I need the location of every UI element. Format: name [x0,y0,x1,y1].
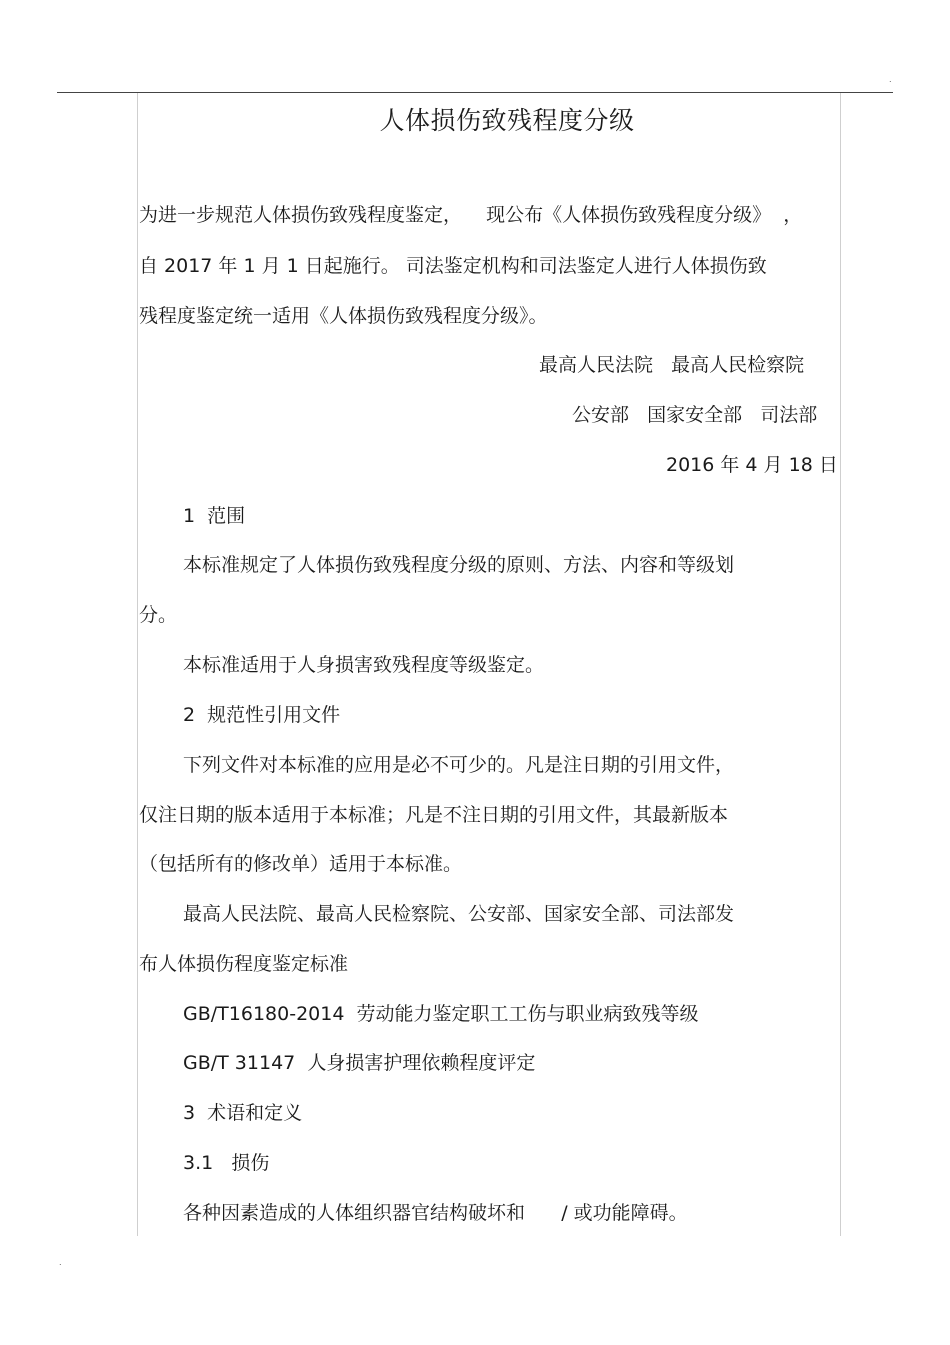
top-rule [57,92,893,93]
section-3-1-text: 各种因素造成的人体组织器官结构破坏和 / 或功能障碍。 [183,1202,688,1224]
issuers-line-2: 公安部 国家安全部 司法部 [572,404,818,426]
preamble-line-2: 自 2017 年 1 月 1 日起施行。 司法鉴定机构和司法鉴定人进行人体损伤致 [139,255,767,277]
section-2-para-1-line-3: （包括所有的修改单）适用于本标准。 [139,853,463,875]
section-3-heading: 3 术语和定义 [183,1102,303,1124]
issue-date: 2016 年 4 月 18 日 [666,454,838,476]
document-title: 人体损伤致残程度分级 [379,106,635,135]
section-3-1-heading: 3.1 损伤 [183,1152,270,1174]
preamble-line-3: 残程度鉴定统一适用《人体损伤致残程度分级》。 [139,305,548,327]
right-margin-line [840,93,841,1236]
section-1-para-1-line-2: 分。 [139,604,178,626]
issuers-line-1: 最高人民法院 最高人民检察院 [539,354,805,376]
section-2-para-1-line-1: 下列文件对本标准的应用是必不可少的。凡是注日期的引用文件， [183,754,735,776]
corner-mark-bottom: . [59,1258,62,1267]
section-1-para-2: 本标准适用于人身损害致残程度等级鉴定。 [183,654,545,676]
section-1-heading: 1 范围 [183,505,246,527]
reference-1-line-2: 布人体损伤程度鉴定标准 [139,953,349,975]
reference-3: GB/T 31147 人身损害护理依赖程度评定 [183,1052,536,1074]
section-1-para-1-line-1: 本标准规定了人体损伤致残程度分级的原则、方法、内容和等级划 [183,554,735,576]
reference-2: GB/T16180-2014 劳动能力鉴定职工工伤与职业病致残等级 [183,1003,699,1025]
section-2-para-1-line-2: 仅注日期的版本适用于本标准；凡是不注日期的引用文件，其最新版本 [139,804,729,826]
corner-mark-top: . [889,75,892,84]
preamble-line-1: 为进一步规范人体损伤致残程度鉴定， 现公布《人体损伤致残程度分级》 ， [139,204,803,226]
reference-1-line-1: 最高人民法院、最高人民检察院、公安部、国家安全部、司法部发 [183,903,735,925]
left-margin-line [137,93,138,1236]
section-2-heading: 2 规范性引用文件 [183,704,341,726]
